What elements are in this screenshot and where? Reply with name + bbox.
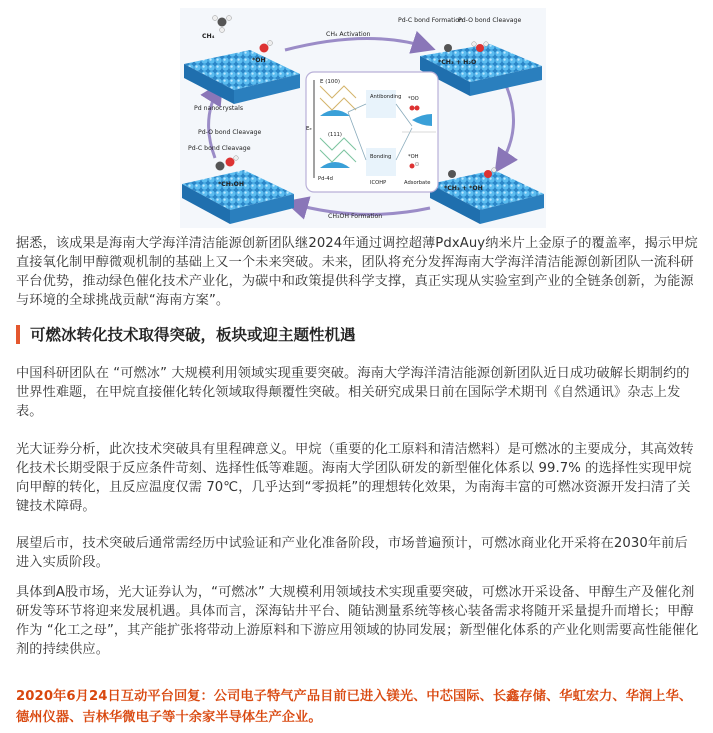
- heading-accent-bar: [16, 325, 20, 344]
- label-e-100: E (100): [320, 79, 341, 85]
- cycle-arrow-top: [285, 38, 430, 50]
- label-ch4: CH₄: [202, 33, 215, 40]
- paragraph-5-block: [16, 583, 700, 659]
- methane-molecule: [213, 16, 232, 33]
- paragraph-4: 展望后市，技术突破后通常需经历中试验证和产业化准备阶段，市场普遍预计，可燃冰商业化开采将在2030年前后进入实质阶段。: [16, 536, 688, 570]
- paragraph-2-block: [16, 364, 700, 421]
- paragraph-4-block: [16, 534, 700, 572]
- catalysis-cycle-figure: [180, 8, 546, 228]
- label-antibonding: Antibonding: [370, 94, 402, 100]
- label-111: (111): [328, 132, 342, 138]
- crystal-top-left: [184, 50, 300, 104]
- label-ch3oh-formation: CH₃OH Formation: [328, 213, 383, 220]
- label-pdc-formation: Pd-C bond Formation: [398, 17, 463, 24]
- label-ch4-activation: CH₄ Activation: [326, 31, 371, 38]
- section-heading: [16, 322, 696, 346]
- label-pdo-cleavage-left: Pd-O bond Cleavage: [198, 129, 262, 136]
- hydroxyl-molecule-top: [260, 41, 273, 53]
- bonding-box: [366, 148, 396, 176]
- label-pdo-cleavage-top: Pd-O bond Cleavage: [458, 17, 522, 24]
- label-ch3oh: *CH₃OH: [218, 181, 245, 188]
- label-ed: Eₑ: [306, 126, 312, 132]
- paragraph-1: 据悉，该成果是海南大学海洋清洁能源创新团队继2024年通过调控超薄PdxAuy纳米片上金原子的覆盖率，揭示甲烷直接氧化制甲醇微观机制的基础上又一个未来突破。未来，团队将充分发挥海南大学海洋清洁能源创新团队一流科研平台优势，推动绿色催化技术产业化，为碳中和政策提供科学支撑，真正实现从实验室到产业的全链条创新，为能源与环境的全球挑战贡献“海南方案”。: [16, 236, 698, 308]
- paragraph-1-block: [16, 234, 700, 310]
- paragraph-3-block: [16, 440, 700, 516]
- highlight-text: 2020年6月24日互动平台回复：公司电子特气产品目前已进入镁光、中芯国际、长鑫存储、华虹宏力、华润上华、德州仪器、吉林华微电子等十余家半导体生产企业。: [16, 689, 693, 725]
- label-pd-nanocrystals: Pd nanocrystals: [194, 105, 244, 112]
- label-bonding: Bonding: [370, 154, 392, 160]
- label-oh-top: *OH: [252, 57, 266, 64]
- paragraph-3: 光大证券分析，此次技术突破具有里程碑意义。甲烷（重要的化工原料和清洁燃料）是可燃冰的主要成分，其高效转化技术长期受限于反应条件苛刻、选择性低等难题。海南大学团队研发的新型催化体系以 99.7% 的选择性实现甲烷向甲醇的转化，且反应温度仅需 70℃，几乎达到“零损耗”的理想转化效果，为南海丰富的可燃冰资源开发扫清了关键技术障碍。: [16, 442, 694, 514]
- methanol-molecule: [216, 156, 239, 171]
- crystal-bottom-left: [182, 170, 294, 224]
- label-adsorbate: Adsorbate: [404, 180, 431, 186]
- label-pdc-cleavage: Pd-C bond Cleavage: [188, 145, 251, 152]
- label-ch3-h2o: *CH₃ + H₂O: [438, 59, 477, 66]
- cycle-arrow-right: [498, 83, 514, 168]
- label-oo: *OO: [408, 96, 419, 102]
- crystal-bottom-right: [430, 170, 544, 224]
- figure-svg: [180, 8, 546, 228]
- label-oh-ads: *OH: [408, 154, 419, 160]
- highlight-block: [16, 686, 700, 728]
- heading-text: 可燃冰转化技术取得突破，板块或迎主题性机遇: [30, 326, 356, 344]
- label-ch3-oh: *CH₃ + *OH: [444, 185, 483, 192]
- paragraph-2: 中国科研团队在 “可燃冰” 大规模利用领域实现重要突破。海南大学海洋清洁能源创新团队近日成功破解长期制约的世界性难题，在甲烷直接催化转化领域取得颠覆性突破。相关研究成果日前在国际学术期刊《自然通讯》杂志上发表。: [16, 366, 690, 419]
- paragraph-5: 具体到A股市场，光大证券认为，“可燃冰” 大规模利用领域技术实现重要突破，可燃冰开采设备、甲醇生产及催化剂研发等环节将迎来发展机遇。具体而言，深海钻井平台、随钻测量系统等核心装备需求将随开采量提升而增长；甲醇作为 “化工之母”，其产能扩张将带动上游原料和下游应用领域的协同发展；新型催化体系的产业化则需要高性能催化剂的持续供应。: [16, 585, 699, 657]
- label-pd4d: Pd-4d: [318, 176, 333, 182]
- label-icohp: ICOHP: [370, 180, 387, 186]
